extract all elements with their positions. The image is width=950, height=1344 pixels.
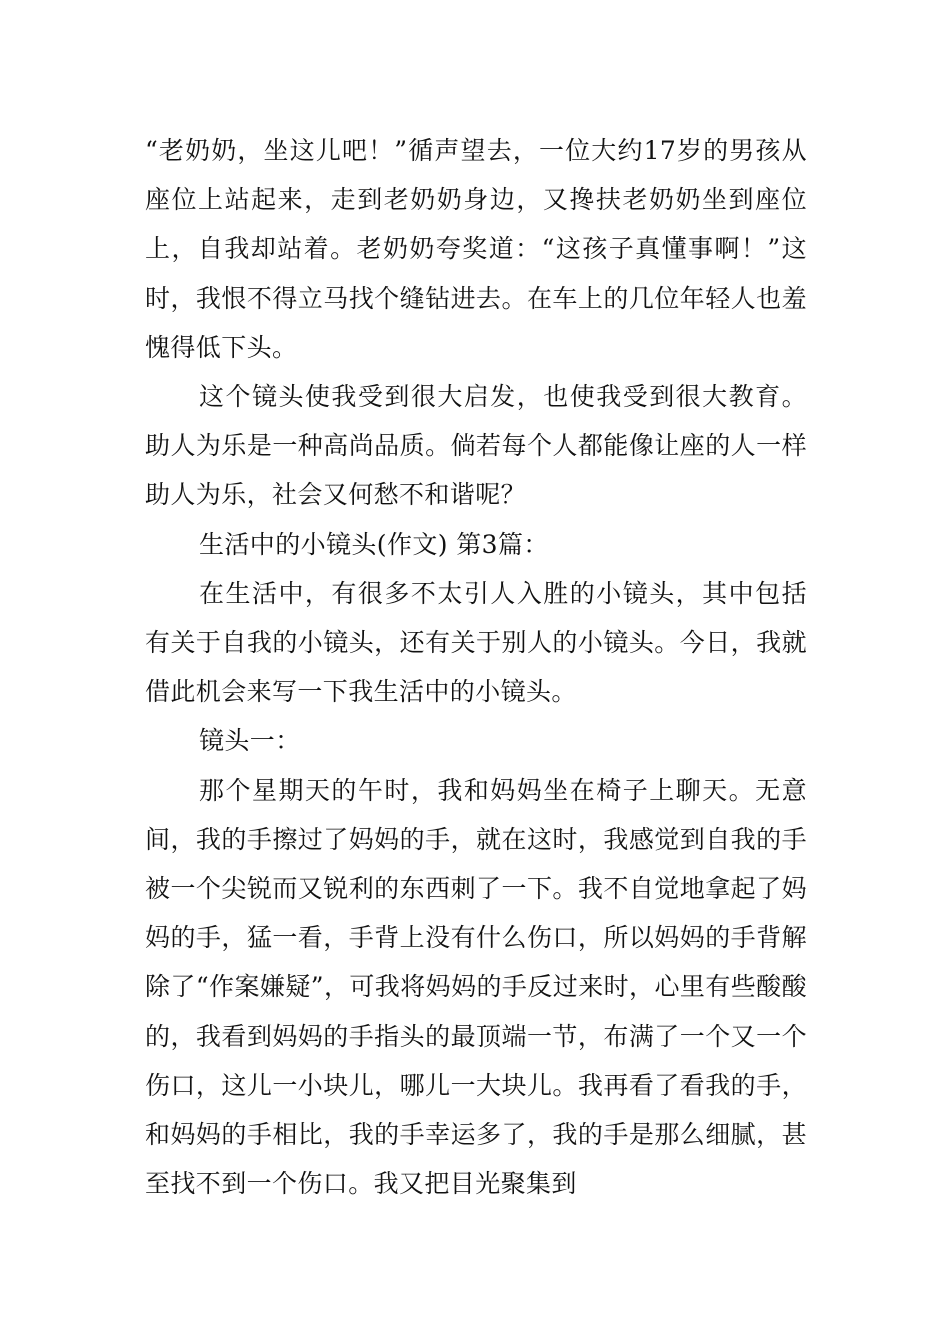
scene-heading: 镜头一： xyxy=(199,726,301,756)
paragraph-mothers-hands: 那个星期天的午时，我和妈妈坐在椅子上聊天。无意间，我的手擦过了妈妈的手，就在这时，我感觉到自我的手被一个尖锐而又锐利的东西刺了一下。我不自觉地拿起了妈妈的手，猛一看，手背上没有什么伤口，所以妈妈的手背解除了“作案嫌疑”，可我将妈妈的手反过来时，心里有些酸酸的，我看到妈妈的手指头的最顶端一节，布满了一个又一个伤口，这儿一小块儿，哪儿一大块儿。我再看了看我的手，和妈妈的手相比，我的手幸运多了，我的手是那么细腻，甚至找不到一个伤口。我又把目光聚集到 xyxy=(145,775,807,1199)
document-body xyxy=(145,126,807,1208)
paragraph-bus-scene: “老奶奶，坐这儿吧！”循声望去，一位大约17岁的男孩从座位上站起来，走到老奶奶身边，又搀扶老奶奶坐到座位上，自我却站着。老奶奶夸奖道：“这孩子真懂事啊！”这时，我恨不得立马找个缝钻进去。在车上的几位年轻人也羞愧得低下头。 xyxy=(145,136,807,362)
paragraph-reflection: 这个镜头使我受到很大启发，也使我受到很大教育。助人为乐是一种高尚品质。倘若每个人都能像让座的人一样助人为乐，社会又何愁不和谐呢？ xyxy=(145,382,807,510)
section-heading: 生活中的小镜头(作文) 第3篇： xyxy=(199,529,549,559)
paragraph-intro: 在生活中，有很多不太引人入胜的小镜头，其中包括有关于自我的小镜头，还有关于别人的小镜头。今日，我就借此机会来写一下我生活中的小镜头。 xyxy=(145,578,807,707)
